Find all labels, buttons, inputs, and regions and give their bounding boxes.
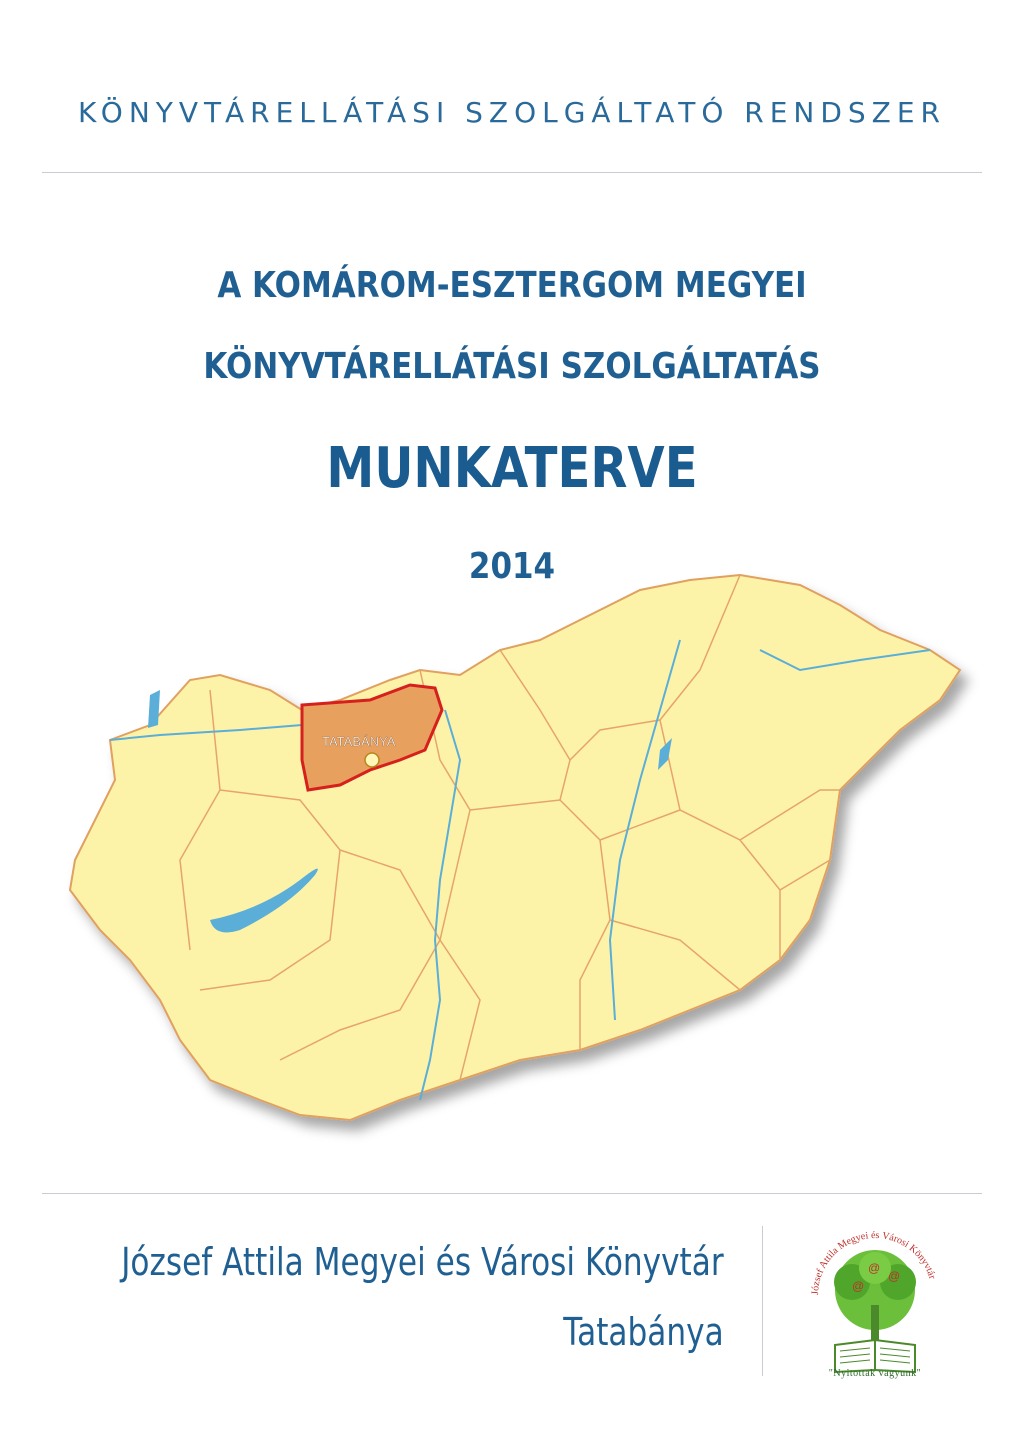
svg-text:@: @	[868, 1261, 881, 1275]
title-line-1: A KOMÁROM-ESZTERGOM MEGYEI	[217, 265, 807, 306]
footer-separator	[762, 1226, 763, 1376]
hungary-map	[40, 560, 980, 1160]
city-label: TATABÁNYA	[322, 734, 396, 749]
title-main: MUNKATERVE	[326, 436, 698, 501]
svg-text:@: @	[852, 1279, 865, 1293]
logo-motto: "Nyitottak vagyunk"	[828, 1368, 922, 1379]
institution-name: József Attila Megyei és Városi Könyvtár	[121, 1240, 724, 1284]
top-divider	[42, 172, 982, 173]
institution-city: Tatabánya	[563, 1310, 724, 1354]
country-shape	[70, 575, 960, 1120]
title-year: 2014	[468, 546, 556, 587]
series-title: KÖNYVTÁRELLÁTÁSI SZOLGÁLTATÓ RENDSZER	[77, 96, 947, 129]
library-logo	[800, 1220, 950, 1390]
svg-text:@: @	[888, 1269, 901, 1283]
title-line-2: KÖNYVTÁRELLÁTÁSI SZOLGÁLTATÁS	[203, 346, 821, 387]
tree-icon	[834, 1250, 916, 1345]
bottom-divider	[42, 1193, 982, 1194]
logo-arc-text: József Attila Megyei és Városi Könyvtár	[809, 1229, 938, 1296]
tatabanya-marker	[365, 753, 379, 767]
